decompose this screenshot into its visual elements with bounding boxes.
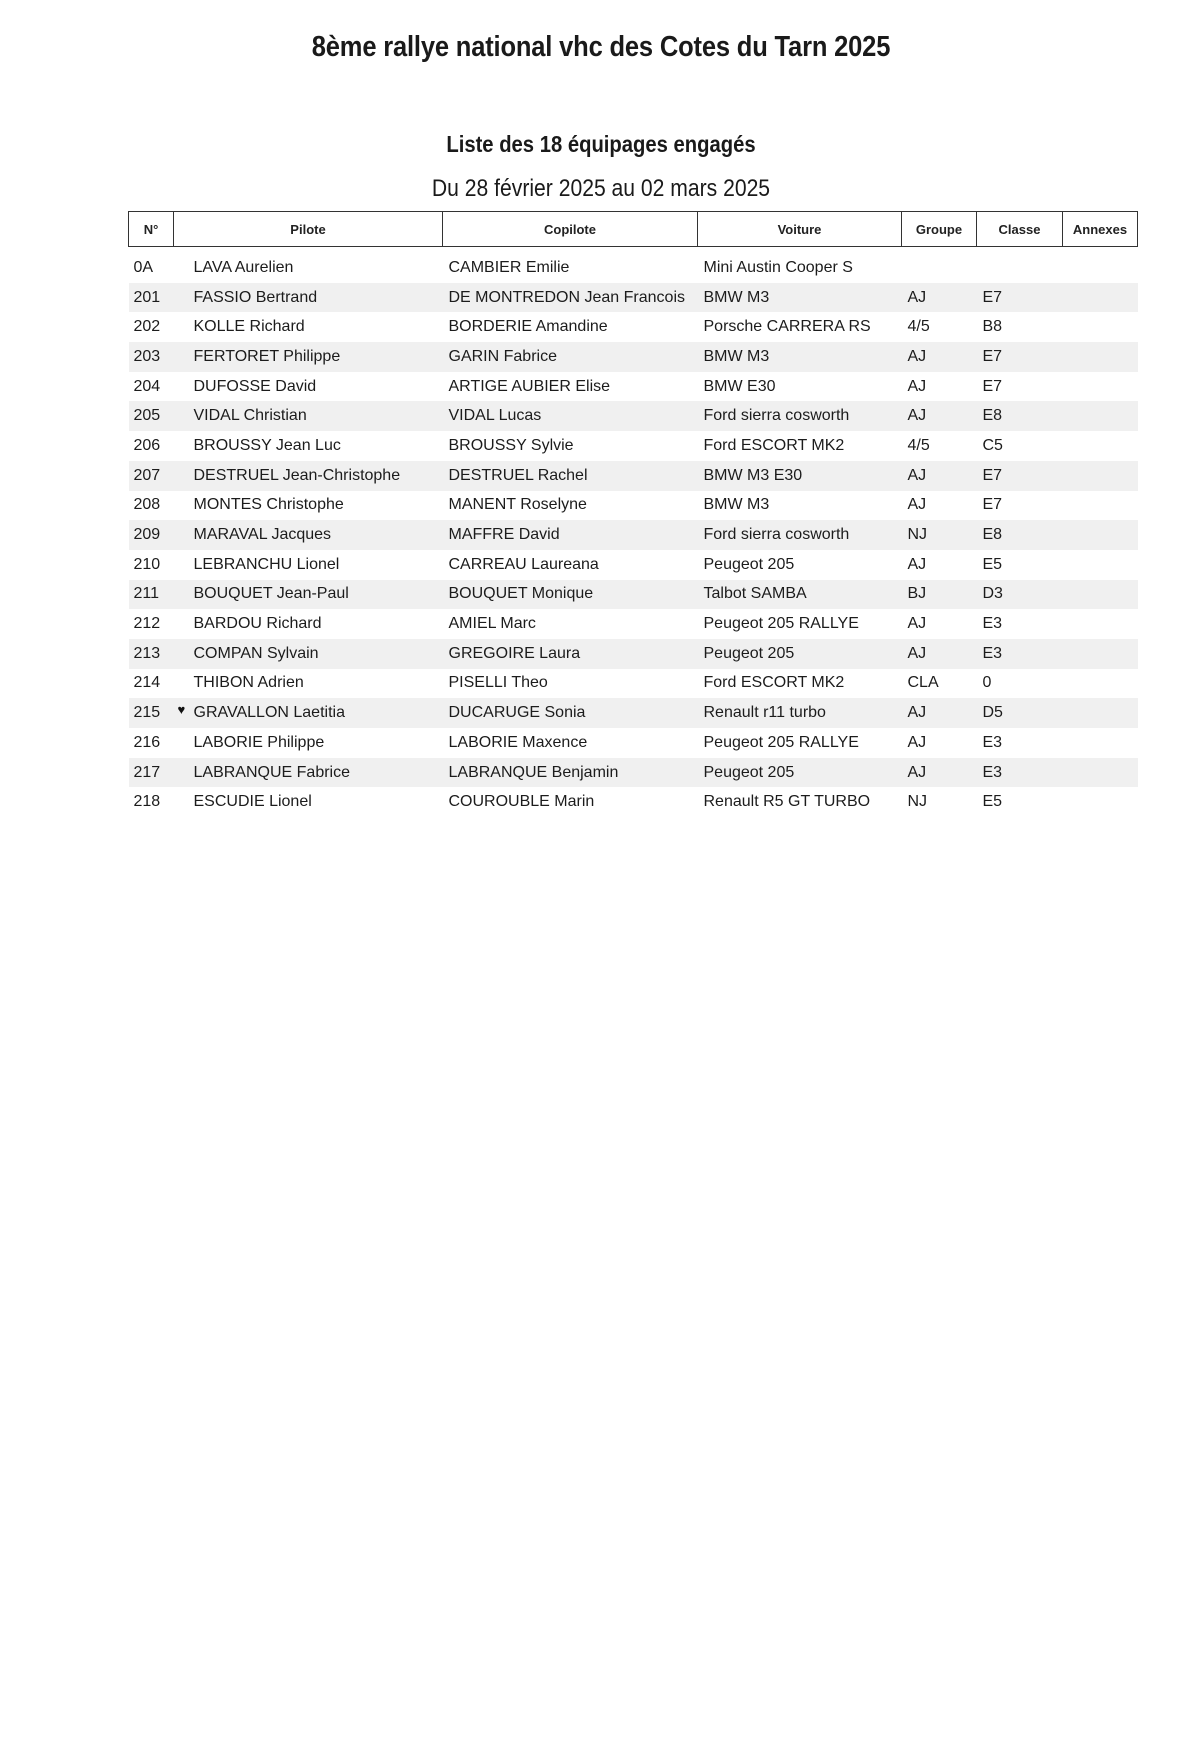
- entry-annexes: [1063, 372, 1138, 402]
- table-row: [129, 669, 1138, 699]
- column-header-annexes: Annexes: [1063, 212, 1138, 247]
- entry-groupe: 4/5: [907, 318, 930, 336]
- entry-classe: E5: [982, 555, 1003, 573]
- entry-annexes: [1063, 580, 1138, 610]
- entry-pilote-label: GRAVALLON Laetitia: [193, 704, 345, 722]
- entry-copilote: COUROUBLE Marin: [448, 793, 595, 811]
- entry-copilote: BROUSSY Sylvie: [448, 436, 574, 454]
- entry-classe: E7: [977, 342, 1063, 372]
- entry-number: 210: [133, 555, 161, 573]
- column-header-number: N°: [129, 212, 174, 247]
- table-header: [129, 212, 1138, 254]
- heart-icon: ♥: [177, 702, 186, 718]
- entry-copilote: DE MONTREDON Jean Francois: [443, 283, 698, 313]
- entry-classe: 0: [982, 674, 992, 692]
- entry-voiture: Talbot SAMBA: [698, 580, 902, 610]
- entry-groupe: AJ: [902, 342, 977, 372]
- entry-number: 209: [129, 520, 174, 550]
- entry-pilote: THIBON Adrien: [193, 674, 304, 692]
- entry-pilote: [174, 698, 443, 728]
- entry-pilote: BOUQUET Jean-Paul: [174, 580, 443, 610]
- table-row: [129, 698, 1138, 728]
- entry-groupe: AJ: [902, 401, 977, 431]
- entry-voiture: Ford sierra cosworth: [698, 401, 902, 431]
- entry-voiture: Renault R5 GT TURBO: [703, 793, 871, 811]
- entry-number: 213: [129, 639, 174, 669]
- entry-pilote: FASSIO Bertrand: [174, 283, 443, 313]
- entry-pilote: FERTORET Philippe: [174, 342, 443, 372]
- entry-groupe: AJ: [907, 733, 927, 751]
- entry-annexes: [1063, 639, 1138, 669]
- entry-pilote: DUFOSSE David: [193, 377, 317, 395]
- entry-copilote: DUCARUGE Sonia: [443, 698, 698, 728]
- entry-voiture: BMW M3: [698, 283, 902, 313]
- column-header-voiture: Voiture: [698, 212, 902, 247]
- entry-copilote: LABRANQUE Benjamin: [443, 758, 698, 788]
- table-row: [129, 758, 1138, 788]
- entry-annexes: [1063, 787, 1138, 817]
- table-row: [129, 728, 1138, 758]
- entry-groupe: AJ: [907, 496, 927, 514]
- entry-voiture: BMW M3: [703, 496, 770, 514]
- entry-annexes: [1063, 283, 1138, 313]
- entry-classe: E7: [982, 496, 1003, 514]
- entry-annexes: [1063, 669, 1138, 699]
- entry-annexes: [1063, 461, 1138, 491]
- entry-voiture: Mini Austin Cooper S: [703, 258, 853, 276]
- entry-classe: E5: [982, 793, 1003, 811]
- entry-classe: B8: [982, 318, 1003, 336]
- entry-groupe: AJ: [907, 555, 927, 573]
- entry-number: 217: [129, 758, 174, 788]
- table-row: [129, 312, 1138, 342]
- entry-classe: C5: [982, 436, 1003, 454]
- entry-annexes: [1063, 609, 1138, 639]
- entry-voiture: Peugeot 205: [698, 758, 902, 788]
- entry-copilote: BORDERIE Amandine: [448, 318, 608, 336]
- table-row: [129, 461, 1138, 491]
- entry-copilote: MAFFRE David: [443, 520, 698, 550]
- table-row: [129, 253, 1138, 283]
- entry-copilote: CARREAU Laureana: [448, 555, 599, 573]
- entry-classe: E3: [982, 733, 1003, 751]
- entry-annexes: [1063, 758, 1138, 788]
- entry-voiture: Renault r11 turbo: [698, 698, 902, 728]
- table-row: [129, 491, 1138, 521]
- entry-groupe: NJ: [907, 793, 928, 811]
- entry-classe: [977, 253, 1063, 283]
- entry-copilote: PISELLI Theo: [448, 674, 548, 692]
- entry-pilote: LAVA Aurelien: [193, 258, 294, 276]
- entries-table: [128, 211, 1138, 817]
- entry-annexes: [1063, 491, 1138, 521]
- entry-number: 206: [133, 436, 161, 454]
- entry-groupe: AJ: [902, 283, 977, 313]
- table-body: [129, 253, 1138, 817]
- column-header-pilote: Pilote: [174, 212, 443, 247]
- entry-pilote: DESTRUEL Jean-Christophe: [174, 461, 443, 491]
- entry-number: 214: [133, 674, 161, 692]
- entry-groupe: BJ: [902, 580, 977, 610]
- table-row: [129, 372, 1138, 402]
- entry-classe: E8: [977, 401, 1063, 431]
- entry-voiture: Peugeot 205: [703, 555, 795, 573]
- entry-voiture: Ford sierra cosworth: [698, 520, 902, 550]
- entry-annexes: [1063, 431, 1138, 461]
- entry-annexes: [1063, 728, 1138, 758]
- entry-copilote: DESTRUEL Rachel: [443, 461, 698, 491]
- entry-groupe: [902, 253, 977, 283]
- entry-groupe: CLA: [907, 674, 939, 692]
- entry-classe: E3: [977, 639, 1063, 669]
- document-subtitle: Liste des 18 équipages engagés: [446, 131, 756, 157]
- entry-voiture: Peugeot 205 RALLYE: [703, 615, 859, 633]
- table-row: [129, 609, 1138, 639]
- entry-annexes: [1063, 401, 1138, 431]
- entry-classe: E7: [982, 377, 1003, 395]
- entry-classe: D3: [977, 580, 1063, 610]
- entry-copilote: VIDAL Lucas: [443, 401, 698, 431]
- entry-annexes: [1063, 520, 1138, 550]
- entry-number: 218: [133, 793, 161, 811]
- entry-voiture: Ford ESCORT MK2: [703, 436, 845, 454]
- entry-groupe: AJ: [902, 639, 977, 669]
- entry-copilote: GARIN Fabrice: [443, 342, 698, 372]
- entry-groupe: AJ: [907, 615, 927, 633]
- entry-groupe: NJ: [902, 520, 977, 550]
- table-row: [129, 520, 1138, 550]
- table-row: [129, 550, 1138, 580]
- entry-classe: E3: [982, 615, 1003, 633]
- entry-pilote: KOLLE Richard: [193, 318, 305, 336]
- entry-pilote: MARAVAL Jacques: [174, 520, 443, 550]
- entry-copilote: CAMBIER Emilie: [448, 258, 570, 276]
- entry-annexes: [1063, 312, 1138, 342]
- entry-classe: E8: [977, 520, 1063, 550]
- column-header-groupe: Groupe: [902, 212, 977, 247]
- entry-voiture: Peugeot 205: [698, 639, 902, 669]
- document-title: 8ème rallye national vhc des Cotes du Tarn 2025: [311, 31, 891, 63]
- entry-voiture: BMW M3 E30: [698, 461, 902, 491]
- entry-groupe: AJ: [902, 758, 977, 788]
- entry-pilote: VIDAL Christian: [174, 401, 443, 431]
- table-row: [129, 639, 1138, 669]
- entry-classe: E7: [977, 283, 1063, 313]
- entry-copilote: LABORIE Maxence: [448, 733, 588, 751]
- entry-number: 212: [133, 615, 161, 633]
- entry-groupe: AJ: [902, 461, 977, 491]
- table-row: [129, 787, 1138, 817]
- entry-number: 201: [129, 283, 174, 313]
- table-row: [129, 431, 1138, 461]
- entry-groupe: AJ: [907, 377, 927, 395]
- entry-number: 208: [133, 496, 161, 514]
- table-row: [129, 401, 1138, 431]
- entry-pilote: LEBRANCHU Lionel: [193, 555, 340, 573]
- entry-voiture: BMW E30: [703, 377, 776, 395]
- entry-voiture: Peugeot 205 RALLYE: [703, 733, 859, 751]
- event-dates: Du 28 février 2025 au 02 mars 2025: [431, 175, 771, 202]
- entry-pilote: ESCUDIE Lionel: [193, 793, 312, 811]
- entry-number: 204: [133, 377, 161, 395]
- entry-number: 205: [129, 401, 174, 431]
- entry-number: 203: [129, 342, 174, 372]
- entry-annexes: [1063, 253, 1138, 283]
- table-row: [129, 283, 1138, 313]
- entry-groupe: 4/5: [907, 436, 930, 454]
- entry-annexes: [1063, 550, 1138, 580]
- entry-pilote: BROUSSY Jean Luc: [193, 436, 341, 454]
- entry-number: 215: [129, 698, 174, 728]
- entry-voiture: BMW M3: [698, 342, 902, 372]
- entry-copilote: ARTIGE AUBIER Elise: [448, 377, 611, 395]
- entry-classe: E7: [977, 461, 1063, 491]
- entry-copilote: AMIEL Marc: [448, 615, 536, 633]
- table-row: [129, 580, 1138, 610]
- entry-annexes: [1063, 342, 1138, 372]
- table-row: [129, 342, 1138, 372]
- entry-annexes: [1063, 698, 1138, 728]
- entry-copilote: BOUQUET Monique: [443, 580, 698, 610]
- entry-groupe: AJ: [902, 698, 977, 728]
- column-header-copilote: Copilote: [443, 212, 698, 247]
- entry-number: 216: [133, 733, 161, 751]
- entry-number: 0A: [133, 258, 154, 276]
- entry-number: 202: [133, 318, 161, 336]
- entry-pilote: COMPAN Sylvain: [174, 639, 443, 669]
- entry-classe: E3: [977, 758, 1063, 788]
- entry-pilote: MONTES Christophe: [193, 496, 344, 514]
- entry-classe: D5: [977, 698, 1063, 728]
- entry-pilote: BARDOU Richard: [193, 615, 322, 633]
- entry-number: 207: [129, 461, 174, 491]
- entry-copilote: MANENT Roselyne: [448, 496, 587, 514]
- entry-number: 211: [129, 580, 174, 610]
- entry-pilote: LABRANQUE Fabrice: [174, 758, 443, 788]
- entry-pilote: LABORIE Philippe: [193, 733, 325, 751]
- entry-voiture: Porsche CARRERA RS: [703, 318, 871, 336]
- column-header-classe: Classe: [977, 212, 1063, 247]
- entry-copilote: GREGOIRE Laura: [443, 639, 698, 669]
- entry-voiture: Ford ESCORT MK2: [703, 674, 845, 692]
